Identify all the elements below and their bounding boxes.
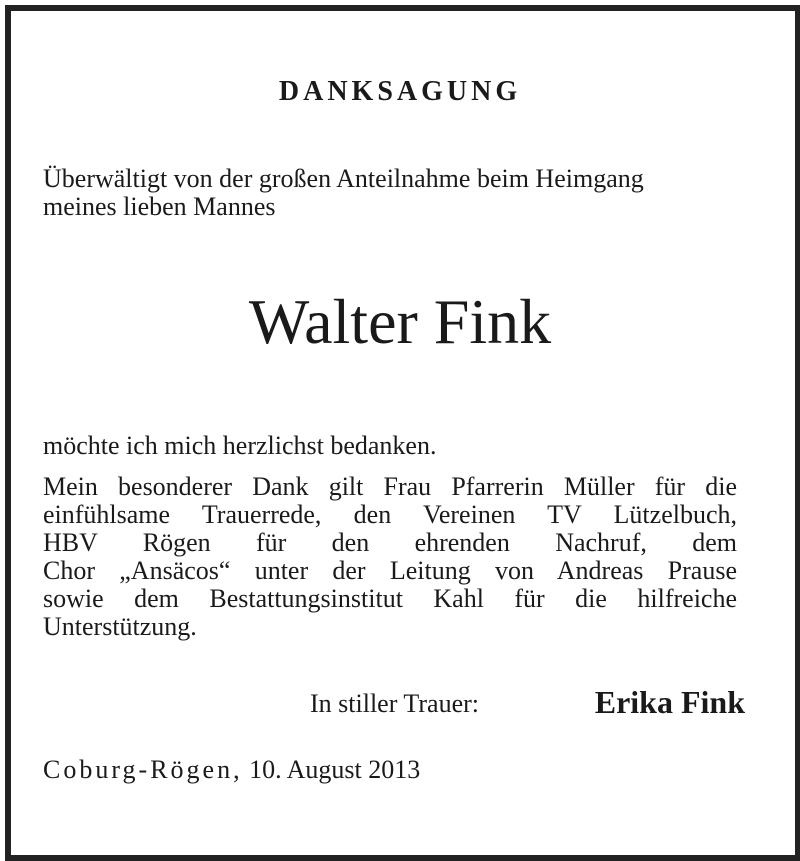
- intro-line: meines lieben Mannes: [43, 192, 276, 221]
- date: 10. August 2013: [249, 755, 421, 784]
- intro-line: Überwältigt von der großen Anteilnahme beim Heimgang: [43, 164, 644, 193]
- thanks-line: Mein besonderer Dank gilt Frau Pfarrerin Müller für die: [43, 472, 737, 501]
- thanks-line: einfühlsame Trauerrede, den Vereinen TV Lützelbuch,: [43, 500, 737, 529]
- thanks-line: Unterstützung.: [43, 612, 197, 641]
- notice-heading: DANKSAGUNG: [278, 76, 522, 107]
- thanks-paragraph: [43, 473, 737, 641]
- place: Coburg-Rögen,: [43, 755, 243, 784]
- deceased-name: Walter Fink: [248, 286, 552, 357]
- thanks-line: HBV Rögen für den ehrenden Nachruf, dem: [43, 528, 737, 557]
- signer-name: Erika Fink: [594, 684, 745, 720]
- thanks-line: Chor „Ansäcos“ unter der Leitung von Andreas Prause: [43, 556, 737, 585]
- thanks-line: sowie dem Bestattungsinstitut Kahl für die hilfreiche: [43, 584, 737, 613]
- place-date: [43, 752, 420, 788]
- intro-paragraph: [43, 165, 733, 221]
- after-name-text: möchte ich mich herzlichst bedanken.: [43, 431, 437, 460]
- mourning-label: In stiller Trauer:: [310, 689, 479, 718]
